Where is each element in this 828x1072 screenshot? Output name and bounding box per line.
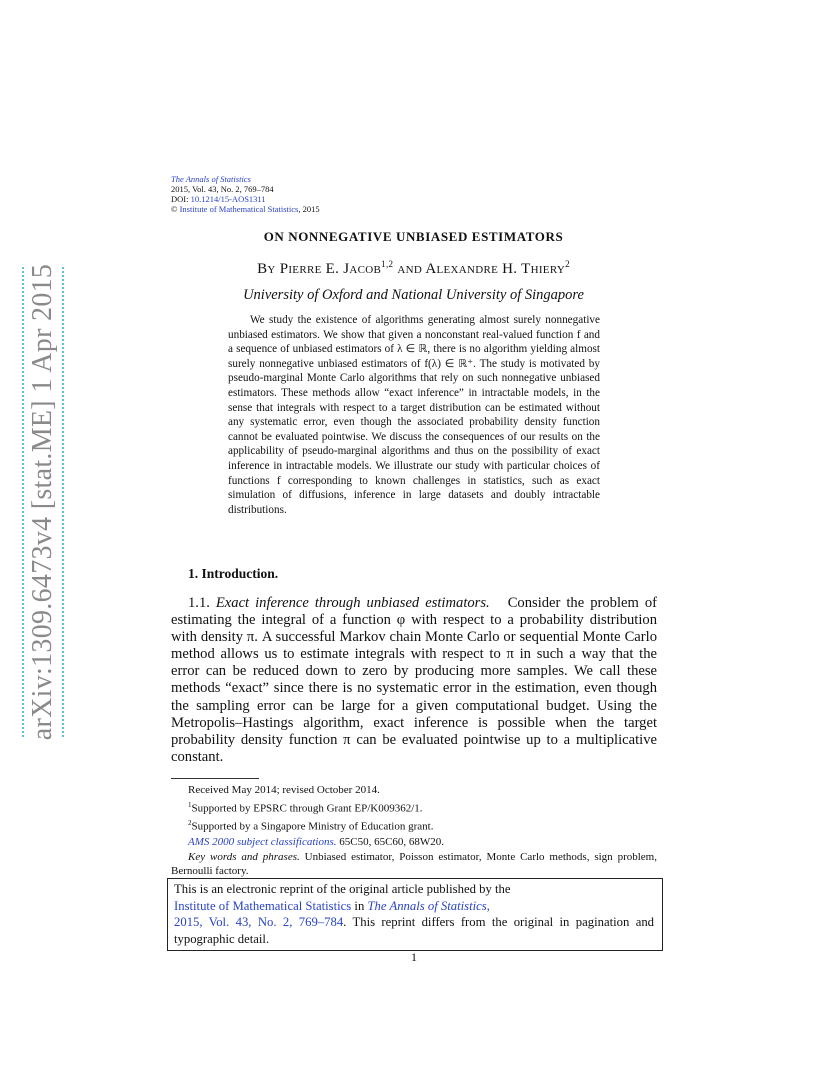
footnote-divider <box>171 778 259 779</box>
abstract: We study the existence of algorithms generating almost surely nonnegative unbiased estimators. We show that given a nonconstant real-valued function f and a sequence of unbiased estimators of λ ∈ ℝ, there is no algorithm yielding almost surely nonnegative unbiased estimators of f(λ) ∈ ℝ⁺. The study is motivated by pseudo-marginal Monte Carlo algorithms that rely on such nonnegative unbiased estimators. These methods allow “exact inference” in intractable models, in the sense that integrals with respect to a target distribution can be estimated without any systematic error, even though the associated probability density function cannot be evaluated pointwise. We discuss the consequences of our results on the applicability of pseudo-marginal algorithms and thus on the possibility of exact inference in intractable models. We illustrate our study with particular choices of functions f corresponding to known challenges in statistics, such as exact simulation of diffusions, inference in large datasets and doubly intractable distributions. <box>228 314 600 516</box>
author-name: Alexandre H. Thiery <box>425 261 566 277</box>
author-affiliation-mark: 2 <box>565 259 570 269</box>
section-heading: 1. Introduction. <box>188 566 279 581</box>
doi-label: DOI: <box>171 194 191 204</box>
footnote-text: Supported by a Singapore Ministry of Education grant. <box>191 820 434 833</box>
copyright-icon: © <box>171 204 178 214</box>
subsection-title: Exact inference through unbiased estimators. <box>215 595 490 611</box>
arxiv-identifier: arXiv:1309.6473v4 [stat.ME] 1 Apr 2015 <box>27 263 58 741</box>
reprint-journal-link[interactable]: The Annals of Statistics <box>367 898 487 913</box>
footnotes <box>171 783 657 879</box>
author-affiliation-mark: 1,2 <box>381 259 394 269</box>
journal-volume: 2015, Vol. 43, No. 2, 769–784 <box>171 184 274 194</box>
keywords-label: Key words and phrases. <box>188 850 300 863</box>
paper-title: ON NONNEGATIVE UNBIASED ESTIMATORS <box>263 229 564 244</box>
by-label: By <box>257 261 280 277</box>
page-number: 1 <box>411 950 417 964</box>
reprint-comma: , <box>486 898 490 913</box>
keywords-text: Unbiased estimator, Poisson estimator, Monte Carlo methods, sign problem, Bernoulli factory. <box>171 850 657 878</box>
author-name: Pierre E. Jacob <box>279 261 382 277</box>
reprint-notice <box>167 878 663 951</box>
journal-copyright-line <box>171 204 320 214</box>
footnote-1 <box>171 798 657 816</box>
msc-codes: 65C50, 65C60, 68W20. <box>336 835 445 848</box>
received-note: Received May 2014; revised October 2014. <box>188 784 380 796</box>
footnote-mark: 1 <box>188 800 192 809</box>
affiliation: University of Oxford and National University of Singapore <box>243 287 584 303</box>
journal-name-link[interactable]: The Annals of Statistics <box>171 174 251 184</box>
reprint-rest: . This reprint differs from the original in pagination and typographic detail. <box>174 915 655 946</box>
copyright-year: , 2015 <box>298 204 320 214</box>
author-separator: and <box>393 261 426 277</box>
reprint-publisher-link[interactable]: Institute of Mathematical Statistics <box>174 898 352 913</box>
paragraph-text: Consider the problem of estimating the integral of a function φ with respect to a probability distribution with density π. A successful Markov chain Monte Carlo or sequential Monte Carlo method allows us to estimate integrals with respect to π in such a way that the error can be reduced down to zero by producing more samples. We call these methods “exact” since there is no systematic error in the estimation, even though the sampling error can be large for a given computational budget. Using the Metropolis–Hastings algorithm, exact inference is possible when the target probability density function π can be evaluated pointwise up to a multiplicative constant. <box>171 595 657 765</box>
reprint-in: in <box>351 898 368 913</box>
footnote-mark: 2 <box>188 819 192 828</box>
footnote-text: Supported by EPSRC through Grant EP/K009362/1. <box>191 802 423 815</box>
body-paragraph <box>171 595 657 766</box>
publisher-link[interactable]: Institute of Mathematical Statistics <box>179 204 299 214</box>
doi-link[interactable]: 10.1214/15-AOS1311 <box>190 194 266 204</box>
arxiv-side-stamp <box>22 263 64 741</box>
reprint-intro: This is an electronic reprint of the original article published by the <box>174 882 511 896</box>
author-line <box>171 259 656 278</box>
footnote-2 <box>171 816 657 834</box>
subsection-number: 1.1. <box>188 595 210 611</box>
msc-classifications <box>171 835 657 850</box>
keywords <box>171 850 657 880</box>
msc-link[interactable]: AMS 2000 subject classifications. <box>188 835 337 848</box>
journal-doi-line <box>171 194 320 204</box>
journal-header <box>171 174 320 214</box>
reprint-citation-link[interactable]: 2015, Vol. 43, No. 2, 769–784 <box>174 915 344 930</box>
